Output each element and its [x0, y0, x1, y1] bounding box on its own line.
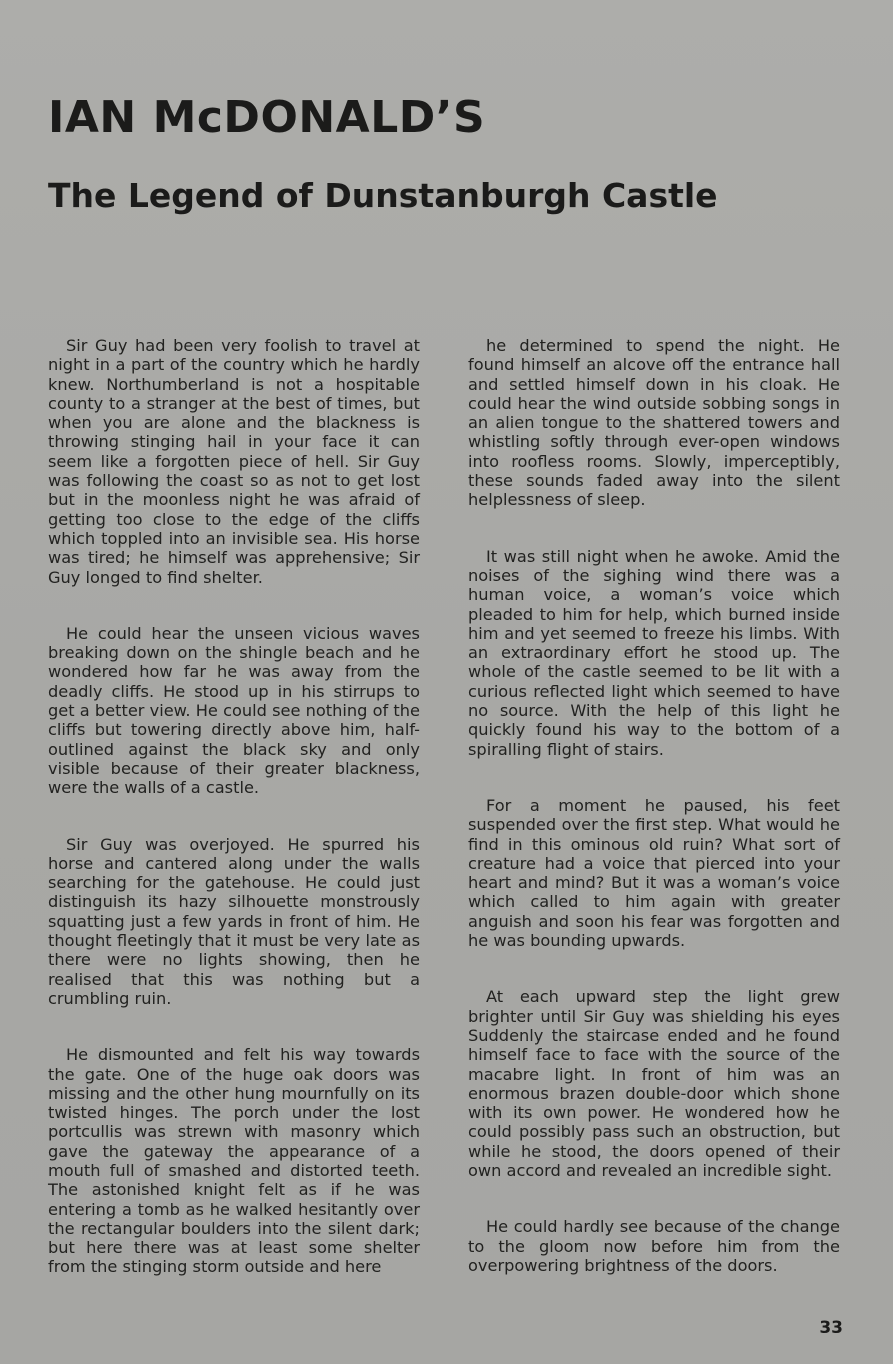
text-column-left: [48, 336, 420, 1314]
article-author-title: IAN McDONALD’S: [48, 92, 486, 143]
text-column-right: [468, 336, 840, 1312]
paragraph: He could hardly see because of the change to the gloom now before him from the overpowering brightness of the doors.: [468, 1217, 840, 1275]
paragraph: At each upward step the light grew brighter until Sir Guy was shielding his eyes Suddenly the staircase ended and he found himself face to face with the source of the macabre light. In front of him was an enormous brazen double-door which shone with its own power. He wondered how he could possibly pass such an obstruction, but while he stood, the doors opened of their own accord and revealed an incredible sight.: [468, 987, 840, 1180]
paragraph: He could hear the unseen vicious waves breaking down on the shingle beach and he wondered how far he was away from the deadly cliffs. He stood up in his stirrups to get a better view. He could see nothing of the cliffs but towering directly above him, half-outlined against the black sky and only visible because of their greater blackness, were the walls of a castle.: [48, 623, 420, 798]
paragraph: Sir Guy was overjoyed. He spurred his horse and cantered along under the walls searching for the gatehouse. He could just distinguish its hazy silhouette monstrously squatting just a few yards in front of him. He thought fleetingly that it must be very late as there were no lights showing, then he realised that this was nothing but a crumbling ruin.: [48, 834, 420, 1008]
article-subtitle: The Legend of Dunstanburgh Castle: [48, 176, 718, 215]
paragraph: He dismounted and felt his way towards the gate. One of the huge oak doors was missing and the other hung mournfully on its twisted hinges. The porch under the lost portcullis was strewn with masonry which gave the gateway the appearance of a mouth full of smashed and distorted teeth. The astonished knight felt as if he was entering a tomb as he walked hesitantly over the rectangular boulders into the silent dark; but here there was at least some shelter from the stinging storm outside and here: [48, 1045, 420, 1277]
paragraph: Sir Guy had been very foolish to travel at night in a part of the country which he hardly knew. Northumberland is not a hospitable county to a stranger at the best of times, but when you are alone and the blackness is throwing stinging hail in your face it can seem like a forgotten piece of hell. Sir Guy was following the coast so as not to get lost but in the moonless night he was afraid of getting too close to the edge of the cliffs which toppled into an invisible sea. His horse was tired; he himself was apprehensive; Sir Guy longed to find shelter.: [48, 336, 420, 587]
paragraph: he determined to spend the night. He found himself an alcove off the entrance hall and settled himself down in his cloak. He could hear the wind outside sobbing songs in an alien tongue to the shattered towers and whistling softly through ever-open windows into roofless rooms. Slowly, imperceptibly, these sounds faded away into the silent helplessness of sleep.: [468, 336, 840, 510]
page-number: 33: [819, 1318, 843, 1338]
paragraph: It was still night when he awoke. Amid the noises of the sighing wind there was a human voice, a woman’s voice which pleaded to him for help, which burned inside him and yet seemed to freeze his limbs. With an extraordinary effort he stood up. The whole of the castle seemed to be lit with a curious reflected light which seemed to have no source. With the help of this light he quickly found his way to the bottom of a spiralling flight of stairs.: [468, 546, 840, 759]
paragraph: For a moment he paused, his feet suspended over the first step. What would he find in this ominous old ruin? What sort of creature had a voice that pierced into your heart and mind? But it was a woman’s voice which called to him again with greater anguish and soon his fear was forgotten and he was bounding upwards.: [468, 795, 840, 951]
